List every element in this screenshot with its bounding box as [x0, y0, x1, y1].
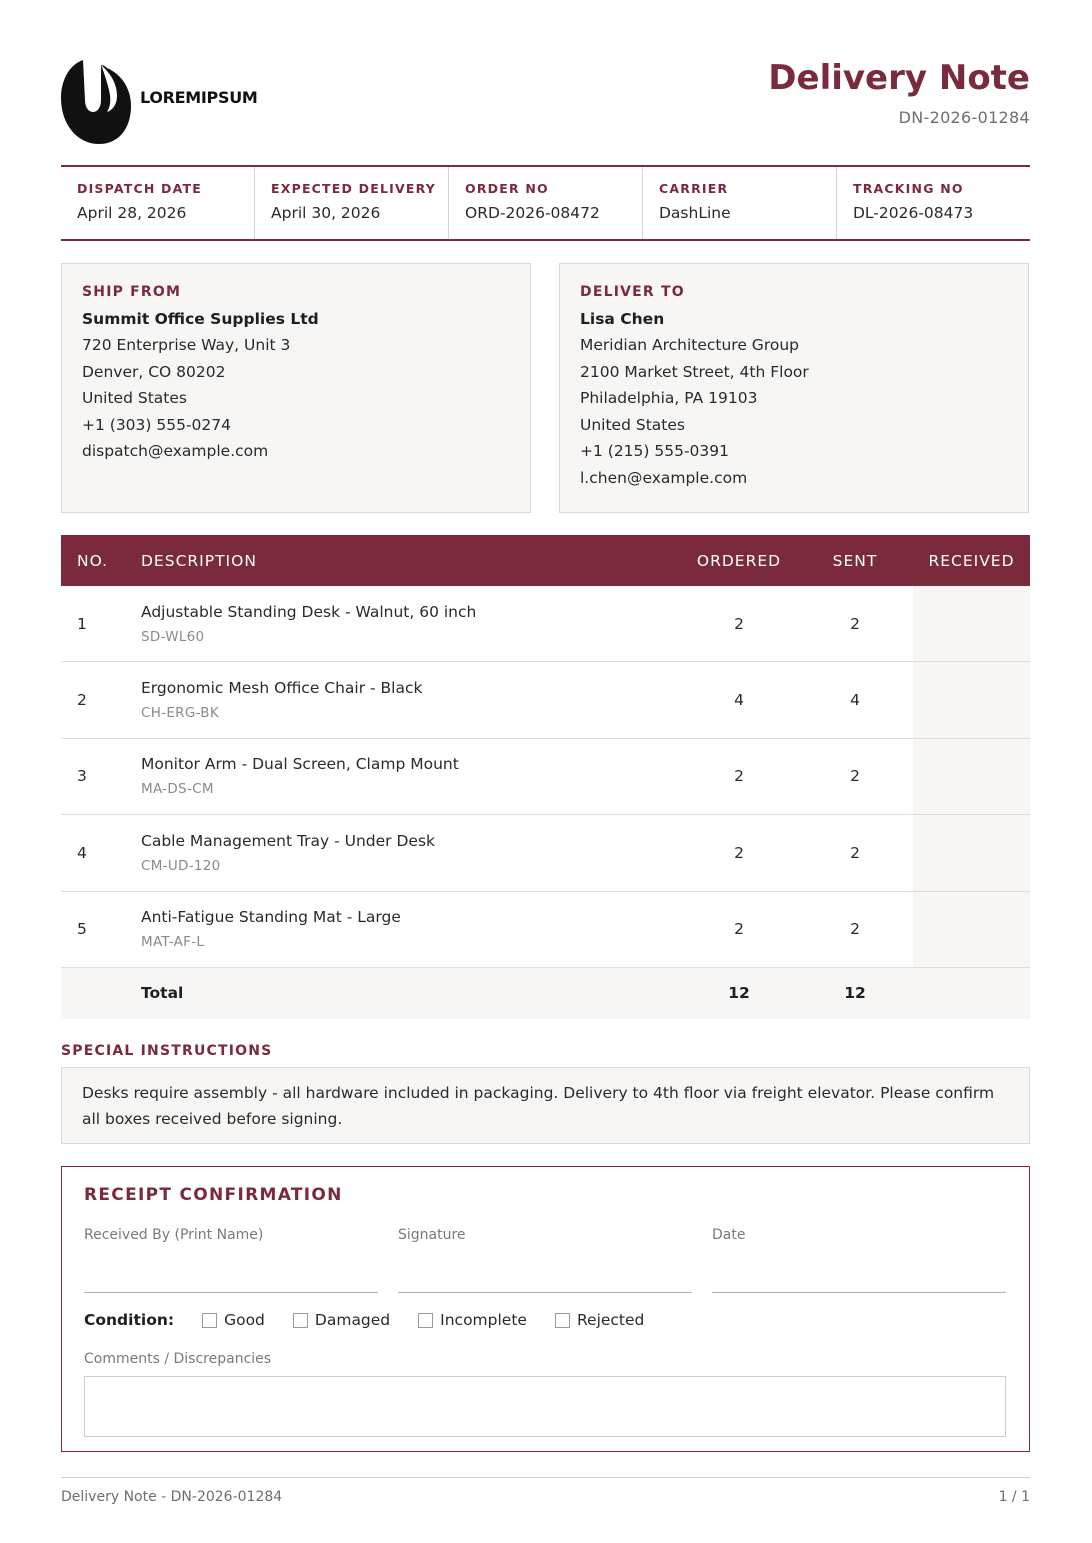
logo-text: LOREMIPSUM	[140, 88, 258, 107]
deliver-to-label: DELIVER TO	[580, 284, 685, 300]
row-ordered: 4	[734, 691, 744, 710]
footer-document-ref: Delivery Note - DN-2026-01284	[61, 1489, 283, 1505]
item-name: Ergonomic Mesh Office Chair - Black	[141, 679, 423, 698]
row-sent: 2	[850, 843, 860, 862]
checkbox-good[interactable]	[202, 1313, 217, 1328]
special-instructions-text: Desks require assembly - all hardware included in packaging. Delivery to 4th floor via freight elevator. Please confirm all boxes received before signing.	[61, 1067, 1030, 1144]
meta-carrier	[643, 167, 837, 239]
shipment-meta	[61, 165, 1030, 241]
meta-expected-delivery	[255, 167, 449, 239]
row-ordered: 2	[734, 920, 744, 939]
condition-option-label: Damaged	[314, 1311, 391, 1329]
checkbox-incomplete[interactable]	[418, 1313, 433, 1328]
condition-good[interactable]	[202, 1311, 265, 1329]
header-description: DESCRIPTION	[141, 551, 257, 570]
receipt-title: RECEIPT CONFIRMATION	[84, 1185, 343, 1205]
address-line: 2100 Market Street, 4th Floor	[580, 362, 809, 381]
row-description	[141, 603, 681, 645]
item-name: Anti-Fatigue Standing Mat - Large	[141, 908, 401, 927]
checkbox-damaged[interactable]	[293, 1313, 308, 1328]
row-ordered: 2	[734, 767, 744, 786]
meta-order-no	[449, 167, 643, 239]
meta-label: CARRIER	[659, 181, 729, 196]
ship-from-box	[61, 263, 531, 513]
address-line: United States	[82, 389, 187, 407]
total-label: Total	[141, 984, 184, 1003]
header-received: RECEIVED	[928, 551, 1015, 570]
date-label: Date	[712, 1227, 746, 1243]
delivery-note-page	[61, 0, 1030, 1543]
footer-page-number: 1 / 1	[998, 1489, 1030, 1505]
row-description	[141, 755, 681, 797]
signature-label: Signature	[398, 1227, 466, 1243]
table-row	[61, 739, 1030, 815]
special-instructions-label: SPECIAL INSTRUCTIONS	[61, 1043, 273, 1059]
meta-value: DashLine	[659, 204, 731, 222]
table-header	[61, 535, 1030, 586]
document-number: DN-2026-01284	[898, 108, 1030, 127]
row-received-cell[interactable]	[913, 662, 1030, 737]
comments-input[interactable]	[84, 1376, 1006, 1437]
item-name: Monitor Arm - Dual Screen, Clamp Mount	[141, 755, 459, 774]
address-line: 720 Enterprise Way, Unit 3	[82, 336, 291, 354]
phone-line: +1 (215) 555-0391	[580, 442, 730, 460]
condition-option-label: Incomplete	[440, 1311, 527, 1329]
row-received-cell[interactable]	[913, 815, 1030, 890]
row-sent: 4	[850, 691, 860, 710]
row-sent: 2	[850, 614, 860, 633]
meta-label: EXPECTED DELIVERY	[271, 181, 436, 196]
items-table	[61, 535, 1030, 1019]
condition-option-label: Rejected	[576, 1311, 645, 1329]
table-row	[61, 586, 1030, 662]
row-received-cell[interactable]	[913, 739, 1030, 814]
header-sent: SENT	[832, 551, 878, 570]
address-line: Philadelphia, PA 19103	[580, 389, 758, 407]
item-sku: CM-UD-120	[141, 857, 221, 874]
row-no: 3	[77, 767, 87, 786]
page-title: Delivery Note	[768, 58, 1030, 98]
condition-damaged[interactable]	[293, 1311, 390, 1329]
meta-label: TRACKING NO	[853, 181, 964, 196]
table-row	[61, 815, 1030, 891]
received-by-field[interactable]	[84, 1227, 378, 1293]
total-sent: 12	[844, 984, 866, 1003]
footer-divider	[61, 1477, 1030, 1478]
condition-option-label: Good	[224, 1311, 265, 1329]
header-ordered: ORDERED	[696, 551, 782, 570]
item-sku: MA-DS-CM	[141, 781, 214, 798]
ship-from-label: SHIP FROM	[82, 284, 182, 300]
row-sent: 2	[850, 767, 860, 786]
row-no: 5	[77, 920, 87, 939]
signature-field[interactable]	[398, 1227, 692, 1293]
item-sku: SD-WL60	[141, 628, 205, 645]
row-description	[141, 908, 681, 950]
email-line: l.chen@example.com	[580, 468, 748, 487]
meta-dispatch-date	[61, 167, 255, 239]
meta-label: DISPATCH DATE	[77, 181, 203, 196]
logo-mark-icon	[61, 58, 133, 144]
meta-value: DL-2026-08473	[853, 204, 974, 222]
table-row	[61, 892, 1030, 968]
ship-from-name: Summit Office Supplies Ltd	[82, 310, 319, 328]
table-total-row	[61, 968, 1030, 1019]
row-ordered: 2	[734, 843, 744, 862]
phone-line: +1 (303) 555-0274	[82, 415, 232, 434]
row-description	[141, 832, 681, 874]
address-line: Meridian Architecture Group	[580, 336, 799, 354]
item-name: Cable Management Tray - Under Desk	[141, 831, 436, 850]
row-ordered: 2	[734, 614, 744, 633]
row-description	[141, 679, 681, 721]
receipt-confirmation	[61, 1166, 1030, 1452]
received-by-label: Received By (Print Name)	[84, 1227, 264, 1243]
meta-tracking-no	[837, 167, 1030, 239]
meta-value: April 30, 2026	[271, 204, 381, 222]
deliver-to-box	[559, 263, 1029, 513]
item-sku: CH-ERG-BK	[141, 705, 220, 722]
row-received-cell[interactable]	[913, 586, 1030, 661]
row-sent: 2	[850, 920, 860, 939]
condition-rejected[interactable]	[555, 1311, 644, 1329]
address-line: Denver, CO 80202	[82, 362, 226, 381]
date-field[interactable]	[712, 1227, 1006, 1293]
condition-incomplete[interactable]	[418, 1311, 527, 1329]
total-ordered: 12	[728, 984, 750, 1003]
comments-label: Comments / Discrepancies	[84, 1351, 272, 1367]
item-name: Adjustable Standing Desk - Walnut, 60 inch	[141, 602, 477, 621]
meta-value: ORD-2026-08472	[465, 204, 600, 222]
condition-row	[84, 1311, 672, 1329]
item-sku: MAT-AF-L	[141, 934, 205, 951]
row-no: 4	[77, 843, 87, 862]
address-line: United States	[580, 415, 685, 434]
condition-label: Condition:	[84, 1311, 175, 1329]
meta-label: ORDER NO	[465, 181, 549, 196]
table-row	[61, 662, 1030, 738]
row-received-cell[interactable]	[913, 892, 1030, 967]
company-logo	[61, 58, 261, 148]
row-no: 1	[77, 614, 87, 633]
header-no: NO.	[77, 551, 109, 570]
row-no: 2	[77, 691, 87, 710]
meta-value: April 28, 2026	[77, 204, 187, 222]
deliver-to-name: Lisa Chen	[580, 310, 665, 328]
checkbox-rejected[interactable]	[555, 1313, 570, 1328]
email-line: dispatch@example.com	[82, 442, 269, 460]
